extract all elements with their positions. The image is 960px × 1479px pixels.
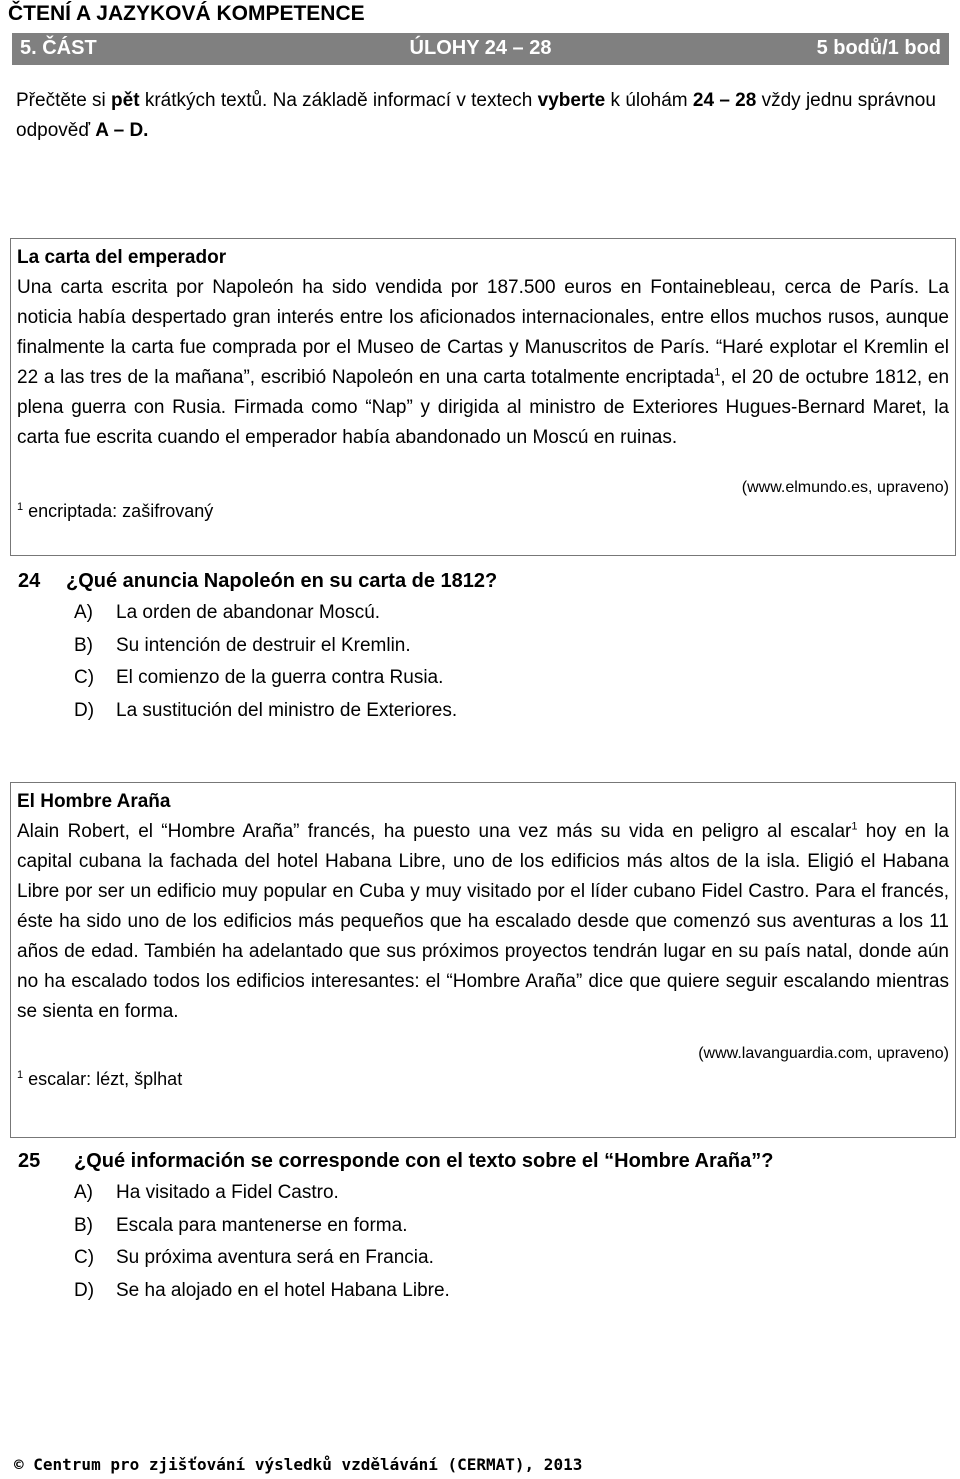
question-number: 25 [18, 1150, 41, 1172]
part-header-bar [12, 33, 949, 65]
instructions [16, 86, 946, 146]
instr-bold: vyberte [537, 90, 606, 111]
option-letter: C) [74, 1247, 95, 1268]
instr-bold: pět [111, 90, 140, 111]
reading-text-box-2 [10, 782, 956, 1138]
question-24 [18, 566, 938, 727]
text-title: El Hombre Araña [17, 791, 171, 812]
answer-option[interactable] [74, 630, 938, 663]
option-letter: D) [74, 1279, 95, 1301]
option-text: La sustitución del ministro de Exteriores. [116, 699, 458, 721]
instr-text: krátkých textů. Na základě informací v textech [139, 90, 538, 111]
option-text: Su intención de destruir el Kremlin. [116, 634, 411, 656]
option-letter: B) [74, 1214, 93, 1236]
option-letter: A) [74, 1182, 93, 1203]
option-letter: A) [74, 602, 93, 623]
instr-text: k úlohám [605, 90, 693, 111]
answer-option[interactable] [74, 1275, 938, 1308]
part-label: 5. ČÁST [20, 37, 97, 59]
text-body-part: , el 20 de octubre 1812, en plena guerra con Rusia. Firmada como “Nap” y dirigida al ministro de Exteriores Hugues-Bernard Maret, la carta fue escrita cuando el emperador había abandonado un Moscú en ruinas. [17, 367, 950, 448]
answer-option[interactable] [74, 1242, 938, 1275]
text-title: La carta del emperador [17, 247, 227, 268]
footnote-ref: 1 [714, 366, 721, 379]
option-text: Escala para mantenerse en forma. [116, 1214, 408, 1236]
footnote-number: 1 [17, 1069, 24, 1081]
footnote [17, 501, 949, 522]
section-title: ČTENÍ A JAZYKOVÁ KOMPETENCE [8, 2, 365, 25]
option-letter: C) [74, 667, 95, 688]
text-body-part: Alain Robert, el “Hombre Araña” francés, ha puesto una vez más su vida en peligro al escalar [17, 821, 852, 842]
footnote-text: encriptada: zašifrovaný [23, 501, 214, 521]
points-label: 5 bodů/1 bod [816, 37, 941, 59]
question-text: ¿Qué anuncia Napoleón en su carta de 1812? [66, 570, 498, 592]
answer-option[interactable] [74, 662, 938, 695]
question-25 [18, 1146, 938, 1307]
option-text: La orden de abandonar Moscú. [116, 602, 381, 623]
instr-text: vždy jednu správnou odpověď [16, 90, 936, 141]
footnote-number: 1 [17, 501, 24, 513]
instr-bold: 24 – 28 [692, 90, 757, 111]
text-source: (www.elmundo.es, upraveno) [741, 479, 949, 496]
footnote-text: escalar: lézt, šplhat [23, 1069, 183, 1089]
reading-text-box-1 [10, 238, 956, 556]
option-text: El comienzo de la guerra contra Rusia. [116, 667, 444, 688]
answer-option[interactable] [74, 597, 938, 630]
instr-bold: A – D. [95, 120, 149, 141]
answer-option[interactable] [74, 1177, 938, 1210]
answer-option[interactable] [74, 695, 938, 728]
option-text: Ha visitado a Fidel Castro. [116, 1182, 339, 1203]
question-number: 24 [18, 570, 41, 592]
text-source: (www.lavanguardia.com, upraveno) [698, 1045, 949, 1062]
text-body-part: hoy en la capital cubana la fachada del hotel Habana Libre, uno de los edificios más altos de la isla. Eligió el Habana Libre por ser un edificio muy popular en Cuba y muy visitado por el líder cubano Fidel Castro. Para el francés, éste ha sido uno de los edificios más pequeños que ha escalado desde que comenzó sus aventuras a los 11 años de edad. También ha adelantado que sus próximos proyectos tendrán lugar en su país natal, donde aún no ha escalado todos los edificios interesantes: el “Hombre Araña” dice que quiere seguir escalando mientras se sienta en forma. [17, 821, 949, 1022]
footnote [17, 1069, 949, 1090]
copyright-footer: © Centrum pro zjišťování výsledků vzdělávání (CERMAT), 2013 [14, 1455, 583, 1474]
text-body [17, 273, 949, 453]
option-text: Se ha alojado en el hotel Habana Libre. [116, 1279, 450, 1301]
footnote-ref: 1 [851, 820, 858, 833]
option-letter: D) [74, 699, 95, 721]
instr-text: Přečtěte si [16, 90, 112, 111]
option-letter: B) [74, 634, 93, 656]
question-text: ¿Qué información se corresponde con el texto sobre el “Hombre Araña”? [74, 1150, 774, 1172]
text-body-part: Una carta escrita por Napoleón ha sido vendida por 187.500 euros en Fontainebleau, cerca de París. La noticia había despertado gran interés entre los aficionados internacionales, entre ellos muchos rusos, aunque finalmente la carta fue comprada por el Museo de Cartas y Manuscritos de París. “Haré explotar el Kremlin el 22 a las tres de la mañana”, escribió Napoleón en una carta totalmente encriptada [17, 277, 949, 388]
option-text: Su próxima aventura será en Francia. [116, 1247, 434, 1268]
answer-option[interactable] [74, 1210, 938, 1243]
text-body [17, 817, 949, 1027]
tasks-range: ÚLOHY 24 – 28 [409, 37, 552, 59]
